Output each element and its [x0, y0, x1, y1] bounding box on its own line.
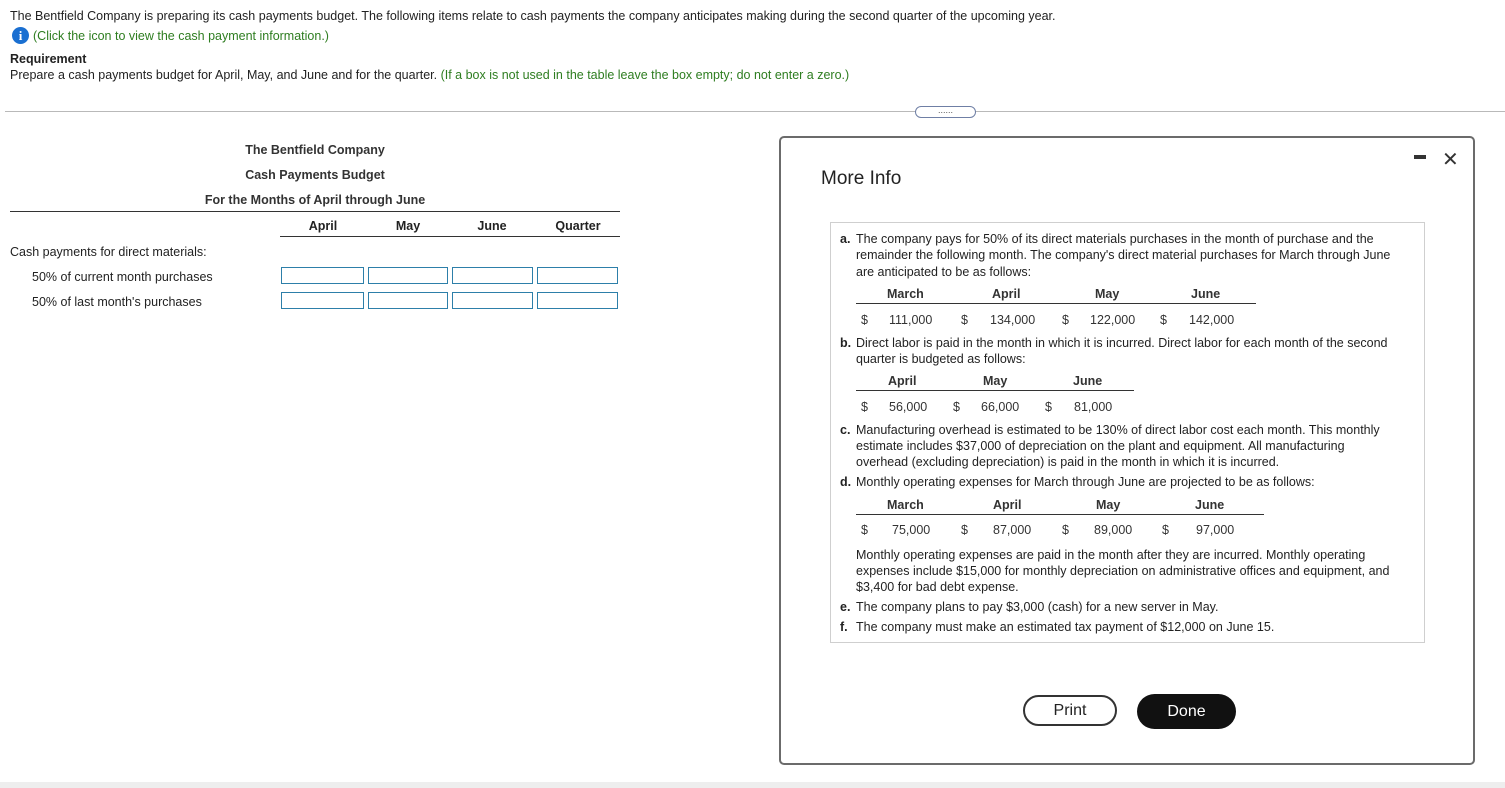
budget-company: The Bentfield Company: [245, 143, 385, 157]
item-a-line2: remainder the following month. The company's direct material purchases for March through June: [856, 248, 1391, 262]
d-value-june: 97,000: [1196, 523, 1235, 537]
column-header-rule: [280, 236, 620, 237]
d-value-march: 75,000: [892, 523, 931, 537]
section-divider: [5, 111, 1505, 112]
item-b-line1: Direct labor is paid in the month in which it is incurred. Direct labor for each month of the second: [856, 336, 1388, 350]
a-currency-4: $: [1160, 313, 1167, 327]
item-f-label: f.: [840, 620, 848, 634]
col-april: April: [308, 219, 338, 233]
d-value-april: 87,000: [993, 523, 1032, 537]
current-april-input[interactable]: [281, 267, 364, 284]
a-header-may: May: [1095, 287, 1120, 301]
b-currency-1: $: [861, 400, 868, 414]
last-april-input[interactable]: [281, 292, 364, 309]
item-d-note2: expenses include $15,000 for monthly depreciation on administrative offices and equipment, and: [856, 564, 1390, 578]
more-info-modal: [779, 136, 1475, 765]
d-header-march: March: [887, 498, 924, 512]
item-d-note1: Monthly operating expenses are paid in the month after they are incurred. Monthly operating: [856, 548, 1366, 562]
b-header-may: May: [983, 374, 1008, 388]
last-may-input[interactable]: [368, 292, 448, 309]
info-link-text[interactable]: (Click the icon to view the cash payment information.): [33, 28, 329, 43]
a-table-rule: [856, 303, 1256, 304]
b-currency-2: $: [953, 400, 960, 414]
row-label-last: 50% of last month's purchases: [32, 295, 202, 309]
item-d-note3: $3,400 for bad debt expense.: [856, 580, 1019, 594]
expand-handle[interactable]: ......: [915, 106, 976, 118]
item-e-label: e.: [840, 600, 851, 614]
item-c-line2: estimate includes $37,000 of depreciation on the plant and equipment. All manufacturing: [856, 439, 1345, 453]
col-june: June: [477, 219, 507, 233]
a-currency-3: $: [1062, 313, 1069, 327]
current-june-input[interactable]: [452, 267, 533, 284]
last-june-input[interactable]: [452, 292, 533, 309]
a-value-june: 142,000: [1189, 313, 1235, 327]
header-rule: [10, 211, 620, 212]
current-may-input[interactable]: [368, 267, 448, 284]
b-value-april: 56,000: [889, 400, 928, 414]
a-value-april: 134,000: [990, 313, 1036, 327]
bottom-bar: [0, 782, 1505, 788]
b-table-rule: [856, 390, 1134, 391]
problem-intro: The Bentfield Company is preparing its cash payments budget. The following items relate to cash payments the company anticipates making during the second quarter of the upcoming year.: [10, 9, 1056, 23]
close-icon[interactable]: ✕: [1442, 149, 1459, 171]
d-currency-2: $: [961, 523, 968, 537]
item-c-label: c.: [840, 423, 851, 437]
item-c-line1: Manufacturing overhead is estimated to be 130% of direct labor cost each month. This monthly: [856, 423, 1380, 437]
b-currency-3: $: [1045, 400, 1052, 414]
item-f-text: The company must make an estimated tax payment of $12,000 on June 15.: [856, 620, 1275, 634]
item-a-line1: The company pays for 50% of its direct materials purchases in the month of purchase and the: [856, 232, 1374, 246]
a-value-march: 111,000: [889, 313, 933, 327]
item-d-text: Monthly operating expenses for March through June are projected to be as follows:: [856, 475, 1315, 489]
item-a-line3: are anticipated to be as follows:: [856, 265, 1032, 279]
info-icon[interactable]: i: [12, 27, 29, 44]
current-quarter-input[interactable]: [537, 267, 618, 284]
minimize-icon[interactable]: [1414, 155, 1426, 159]
item-a-label: a.: [840, 232, 851, 246]
a-value-may: 122,000: [1090, 313, 1136, 327]
item-b-line2: quarter is budgeted as follows:: [856, 352, 1026, 366]
requirement-line: [10, 68, 849, 82]
b-value-may: 66,000: [981, 400, 1020, 414]
d-header-may: May: [1096, 498, 1121, 512]
requirement-note: (If a box is not used in the table leave the box empty; do not enter a zero.): [440, 68, 850, 82]
last-quarter-input[interactable]: [537, 292, 618, 309]
b-value-june: 81,000: [1074, 400, 1113, 414]
b-header-june: June: [1073, 374, 1103, 388]
print-button[interactable]: Print: [1023, 695, 1117, 726]
d-currency-1: $: [861, 523, 868, 537]
d-value-may: 89,000: [1094, 523, 1133, 537]
b-header-april: April: [888, 374, 917, 388]
a-currency-1: $: [861, 313, 868, 327]
budget-period: For the Months of April through June: [204, 193, 426, 207]
col-may: May: [395, 219, 421, 233]
info-line: [12, 27, 329, 44]
d-currency-4: $: [1162, 523, 1169, 537]
item-d-label: d.: [840, 475, 852, 489]
d-header-april: April: [993, 498, 1022, 512]
section-label: Cash payments for direct materials:: [10, 245, 207, 259]
d-header-june: June: [1195, 498, 1225, 512]
d-table-rule: [856, 514, 1264, 515]
done-button[interactable]: Done: [1137, 694, 1236, 729]
a-currency-2: $: [961, 313, 968, 327]
modal-title: More Info: [821, 168, 902, 189]
row-label-current: 50% of current month purchases: [32, 270, 213, 284]
item-b-label: b.: [840, 336, 852, 350]
a-header-april: April: [992, 287, 1021, 301]
a-header-march: March: [887, 287, 924, 301]
d-currency-3: $: [1062, 523, 1069, 537]
requirement-text: Prepare a cash payments budget for April, May, and June and for the quarter.: [10, 68, 438, 82]
item-c-line3: overhead (excluding depreciation) is paid in the month in which it is incurred.: [856, 455, 1280, 469]
col-quarter: Quarter: [555, 219, 601, 233]
item-e-text: The company plans to pay $3,000 (cash) for a new server in May.: [856, 600, 1219, 614]
a-header-june: June: [1191, 287, 1221, 301]
requirement-title: Requirement: [10, 52, 87, 66]
budget-title: Cash Payments Budget: [245, 168, 385, 182]
info-panel: [830, 222, 1425, 643]
